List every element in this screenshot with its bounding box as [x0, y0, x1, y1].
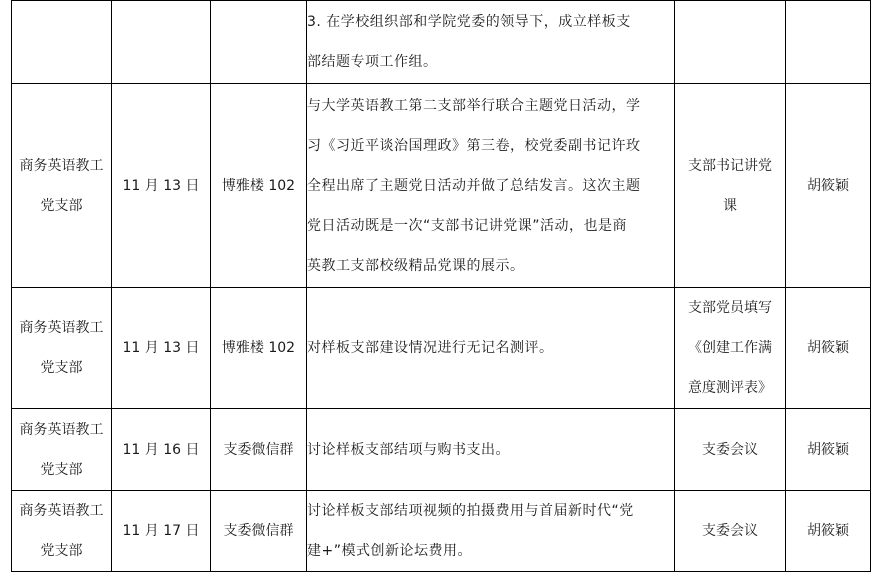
form-cell — [675, 84, 786, 288]
date-cell: 11 月 17 日 — [112, 491, 211, 572]
unit-cell — [12, 1, 112, 84]
content-line: 英教工支部校级精品党课的展示。 — [307, 257, 525, 274]
content-line: 党日活动既是一次“支部书记讲党课”活动，也是商 — [307, 217, 628, 234]
content-cell — [307, 491, 675, 572]
place-cell — [211, 1, 307, 84]
content-line: 建+”模式创新论坛费用。 — [307, 543, 472, 559]
table-row — [12, 288, 871, 409]
unit-line: 商务英语教工 — [19, 157, 104, 174]
content-line: 习《习近平谈治国理政》第三卷，校党委副书记许玫 — [307, 137, 641, 154]
form-line: 支委会议 — [702, 441, 758, 458]
form-cell — [675, 409, 786, 491]
unit-line: 商务英语教工 — [19, 320, 104, 336]
person-cell — [786, 1, 871, 84]
form-line: 课 — [723, 197, 737, 214]
form-cell — [675, 491, 786, 572]
table-row — [12, 1, 871, 84]
place-cell: 博雅楼 102 — [211, 288, 307, 409]
date-cell: 11 月 13 日 — [112, 84, 211, 288]
content-cell — [307, 1, 675, 84]
person-cell: 胡筱颖 — [786, 84, 871, 288]
place-cell: 支委微信群 — [211, 491, 307, 572]
unit-line: 党支部 — [40, 197, 83, 214]
form-cell — [675, 288, 786, 409]
form-cell — [675, 1, 786, 84]
place-cell: 支委微信群 — [211, 409, 307, 491]
content-line: 讨论样板支部结项与购书支出。 — [307, 441, 510, 458]
form-line: 《创建工作满 — [688, 340, 772, 356]
unit-line: 党支部 — [40, 360, 83, 376]
content-line: 全程出席了主题党日活动并做了总结发言。这次主题 — [307, 177, 641, 194]
unit-cell — [12, 84, 112, 288]
content-line: 讨论样板支部结项视频的拍摄费用与首届新时代“党 — [307, 503, 634, 519]
form-line: 支部书记讲党 — [688, 157, 772, 174]
content-cell — [307, 84, 675, 288]
content-line: 部结题专项工作组。 — [307, 54, 438, 70]
form-line: 支委会议 — [702, 523, 758, 539]
unit-cell — [12, 288, 112, 409]
date-cell: 11 月 13 日 — [112, 288, 211, 409]
table-row — [12, 491, 871, 572]
content-cell — [307, 409, 675, 491]
table-row — [12, 84, 871, 288]
activity-table — [11, 0, 871, 572]
unit-line: 商务英语教工 — [19, 503, 104, 519]
date-cell — [112, 1, 211, 84]
table-row — [12, 409, 871, 491]
form-line: 意度测评表》 — [688, 380, 772, 396]
unit-cell — [12, 491, 112, 572]
content-line: 对样板支部建设情况进行无记名测评。 — [307, 340, 554, 356]
content-line: 3. 在学校组织部和学院党委的领导下，成立样板支 — [307, 14, 631, 30]
unit-line: 党支部 — [40, 461, 83, 478]
date-cell: 11 月 16 日 — [112, 409, 211, 491]
person-cell: 胡筱颖 — [786, 491, 871, 572]
person-cell: 胡筱颖 — [786, 288, 871, 409]
unit-line: 商务英语教工 — [19, 421, 104, 438]
place-cell: 博雅楼 102 — [211, 84, 307, 288]
content-line: 与大学英语教工第二支部举行联合主题党日活动，学 — [307, 97, 641, 114]
unit-line: 党支部 — [40, 543, 83, 559]
person-cell: 胡筱颖 — [786, 409, 871, 491]
content-cell — [307, 288, 675, 409]
form-line: 支部党员填写 — [688, 300, 772, 316]
unit-cell — [12, 409, 112, 491]
